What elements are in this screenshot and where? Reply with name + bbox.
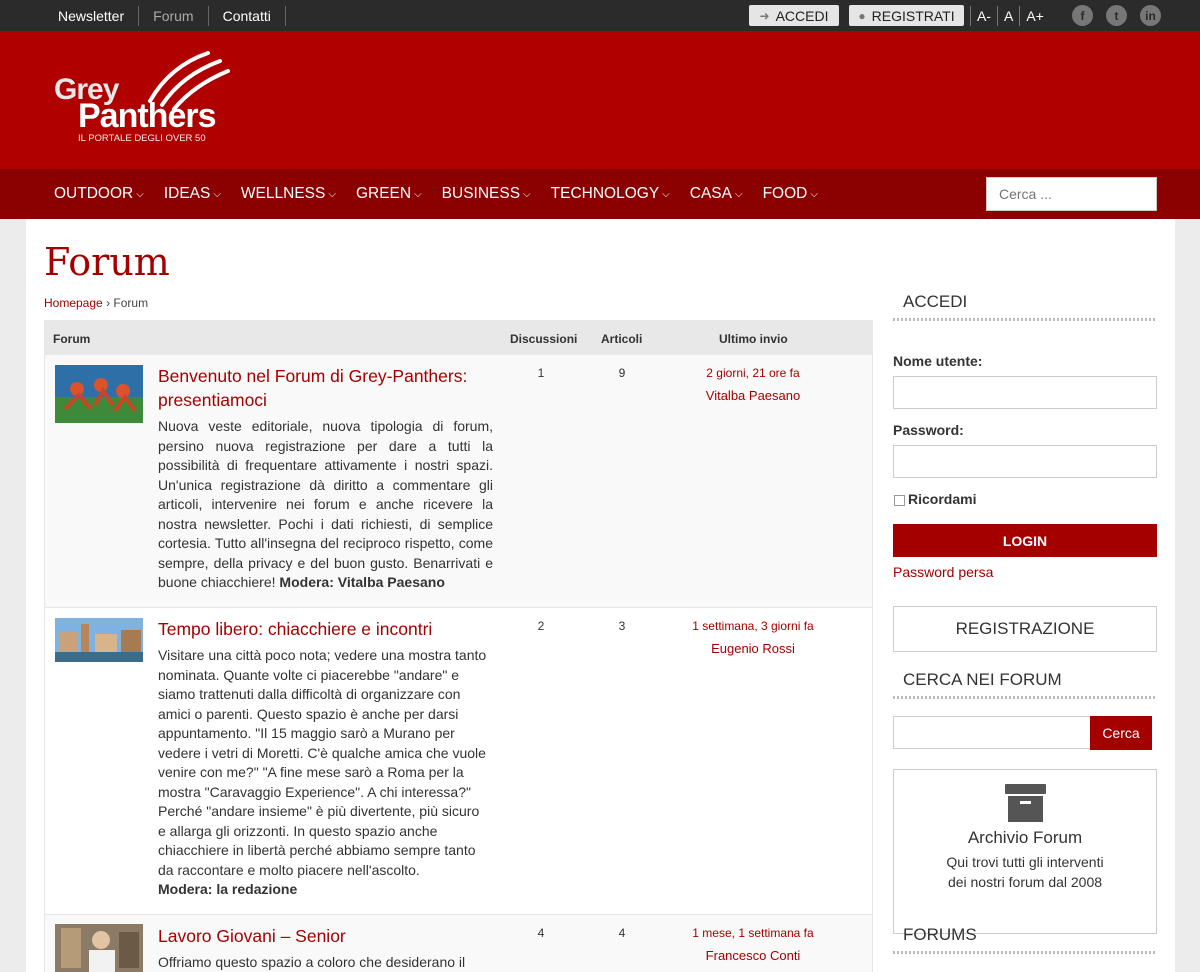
forum-description <box>158 646 488 900</box>
user-icon: ● <box>858 8 866 23</box>
forum-description <box>158 417 493 593</box>
heading-divider <box>893 696 1157 699</box>
breadcrumb <box>44 296 148 310</box>
nav-item-label: BUSINESS <box>441 185 521 202</box>
nav-item-label: CASA <box>689 185 732 202</box>
nav-item-label: WELLNESS <box>240 185 326 202</box>
nav-item-outdoor[interactable] <box>54 185 144 203</box>
forum-title-link[interactable]: Lavoro Giovani – Senior <box>158 926 346 946</box>
chevron-down-icon: ⌵ <box>662 188 670 200</box>
account-controls <box>749 5 1050 26</box>
forum-search-button[interactable]: Cerca <box>1090 716 1152 750</box>
chevron-down-icon: ⌵ <box>734 188 743 200</box>
page-title: Forum <box>44 240 170 284</box>
forums-heading: FORUMS <box>903 925 977 944</box>
archive-description-line: Qui trovi tutti gli interventi <box>946 854 1104 870</box>
accedi-label: ACCEDI <box>775 7 829 24</box>
sign-in-icon: ➜ <box>759 8 770 23</box>
last-post-time-link[interactable]: 1 settimana, 3 giorni fa <box>692 619 814 633</box>
breadcrumb-home-link[interactable]: Homepage <box>44 296 103 310</box>
forum-thumbnail-workshop[interactable] <box>55 924 143 972</box>
breadcrumb-current: Forum <box>113 296 149 310</box>
font-reset-button[interactable]: A <box>997 6 1019 26</box>
nav-item-label: FOOD <box>762 185 808 202</box>
chevron-down-icon: ⌵ <box>136 188 144 200</box>
login-button[interactable]: LOGIN <box>893 524 1157 557</box>
registrati-label: REGISTRATI <box>871 7 955 24</box>
forum-moderator: Modera: Vitalba Paesano <box>279 574 445 590</box>
site-logo[interactable] <box>52 51 232 151</box>
forum-table-body <box>44 355 873 972</box>
last-post-author-link[interactable]: Eugenio Rossi <box>711 641 795 656</box>
nav-item-technology[interactable] <box>551 185 670 203</box>
col-articoli: Articoli <box>601 332 643 346</box>
forum-search-heading: CERCA NEI FORUM <box>903 670 1062 689</box>
site-header <box>0 31 1200 169</box>
nav-item-business[interactable] <box>442 185 531 203</box>
article-count: 4 <box>618 926 626 940</box>
newsletter-link[interactable]: Newsletter <box>44 6 139 26</box>
site-search-input[interactable] <box>986 177 1157 211</box>
top-bar <box>0 0 1200 31</box>
breadcrumb-separator: › <box>106 296 111 310</box>
article-count: 9 <box>618 366 626 380</box>
archive-title: Archivio Forum <box>967 828 1083 847</box>
table-row <box>45 355 872 608</box>
forum-description-text: Nuova veste editoriale, nuova tipologia di forum, persino nuova registrazione per dare a tutti la possibilità di frequentare attivamente i nostri spazi. Un'unica registrazione dà diritto a commentare gli articoli, intervenire nei forum e anche ricevere la nostra newsletter. Pochi i dati richiesti, di semplice cortesia. Tutto all'insegna del reciproco rispetto, come sempre, della privacy e del buon gusto. Benarrivati e buone chiacchiere! <box>158 418 493 590</box>
facebook-icon[interactable]: f <box>1072 5 1093 26</box>
forum-thumbnail-venice[interactable] <box>55 618 143 662</box>
table-row <box>45 608 872 915</box>
nav-item-label: GREEN <box>355 185 412 202</box>
last-post-author-link[interactable]: Francesco Conti <box>705 948 801 963</box>
chevron-down-icon: ⌵ <box>810 188 818 200</box>
contatti-link[interactable]: Contatti <box>209 6 286 26</box>
nav-item-ideas[interactable] <box>164 185 221 203</box>
forum-thumbnail-dance[interactable] <box>55 365 143 423</box>
linkedin-icon[interactable]: in <box>1140 5 1161 26</box>
remember-label: Ricordami <box>908 491 977 507</box>
logo-word-grey: Grey <box>54 73 119 106</box>
nav-item-label: TECHNOLOGY <box>550 185 660 202</box>
registration-button[interactable]: REGISTRAZIONE <box>893 606 1157 652</box>
username-label: Nome utente: <box>893 353 983 369</box>
nav-items <box>54 169 838 219</box>
nav-item-casa[interactable] <box>690 185 743 203</box>
font-decrease-button[interactable]: A- <box>970 6 997 26</box>
forum-description-text: Visitare una città poco nota; vedere una mostra tanto nominata. Quante volte ci piacerebbe "andare" e siamo trattenuti dalla difficoltà di organizzare con amici o parenti. Questo spazio è anche per darsi appuntamento. "Il 15 maggio sarò a Murano per vedere i vetri di Moretti. C'è qualche amica che vuole venire con me?" "A fine mese sarò a Roma per la mostra "Caravaggio Experience". A chi interessa?" Perché "andare insieme" è più divertente, più sicuro e allarga gli orizzonti. In questo spazio anche chiacchiere in libertà perché abbiamo sempre tanto da raccontare e molto piacere nell'ascolto. <box>158 647 487 878</box>
archive-description-line: dei nostri forum dal 2008 <box>947 874 1103 890</box>
heading-divider <box>893 318 1157 321</box>
forum-search-input[interactable] <box>893 716 1091 749</box>
accedi-button[interactable] <box>749 5 839 26</box>
username-input[interactable] <box>893 376 1157 409</box>
archive-description <box>894 852 1156 892</box>
logo-word-panthers: Panthers <box>78 97 216 135</box>
nav-item-label: IDEAS <box>163 185 211 202</box>
article-count: 3 <box>618 619 626 633</box>
forum-title-link[interactable]: Tempo libero: chiacchiere e incontri <box>158 619 433 639</box>
discussion-count: 2 <box>537 619 545 633</box>
password-label: Password: <box>893 422 964 438</box>
password-input[interactable] <box>893 445 1157 478</box>
archive-box[interactable] <box>893 769 1157 934</box>
last-post-time-link[interactable]: 1 mese, 1 settimana fa <box>692 926 814 940</box>
chevron-down-icon: ⌵ <box>213 188 221 200</box>
lost-password-link[interactable]: Password persa <box>893 564 994 580</box>
forum-description-text: Offriamo questo spazio a coloro che desiderano il <box>158 954 466 970</box>
col-forum: Forum <box>53 332 91 346</box>
table-row <box>45 915 872 972</box>
twitter-icon[interactable]: t <box>1106 5 1127 26</box>
remember-checkbox[interactable] <box>894 495 905 506</box>
last-post-author-link[interactable]: Vitalba Paesano <box>705 388 801 403</box>
font-increase-button[interactable]: A+ <box>1019 6 1050 26</box>
last-post-time-link[interactable]: 2 giorni, 21 ore fa <box>706 366 800 380</box>
discussion-count: 4 <box>537 926 545 940</box>
forum-description <box>158 953 493 972</box>
forum-link[interactable]: Forum <box>139 6 208 26</box>
forum-table-header <box>44 320 873 355</box>
forum-title-link[interactable]: Benvenuto nel Forum di Grey-Panthers: presentiamoci <box>158 366 468 410</box>
forum-moderator: Modera: la redazione <box>158 881 298 897</box>
nav-item-wellness[interactable] <box>241 185 336 203</box>
registrati-button[interactable] <box>849 5 964 26</box>
chevron-down-icon: ⌵ <box>328 188 336 200</box>
logo-tagline: IL PORTALE DEGLI OVER 50 <box>78 133 206 144</box>
login-heading: ACCEDI <box>903 292 968 311</box>
nav-item-label: OUTDOOR <box>54 185 134 202</box>
archive-box-icon <box>1005 784 1046 822</box>
nav-item-food[interactable] <box>763 185 818 203</box>
discussion-count: 1 <box>537 366 545 380</box>
top-links <box>44 0 286 31</box>
col-ultimo-invio: Ultimo invio <box>719 332 788 346</box>
chevron-down-icon: ⌵ <box>414 188 422 200</box>
nav-item-green[interactable] <box>356 185 422 203</box>
chevron-down-icon: ⌵ <box>523 188 531 200</box>
heading-divider <box>893 951 1157 954</box>
col-discussioni: Discussioni <box>510 332 578 346</box>
